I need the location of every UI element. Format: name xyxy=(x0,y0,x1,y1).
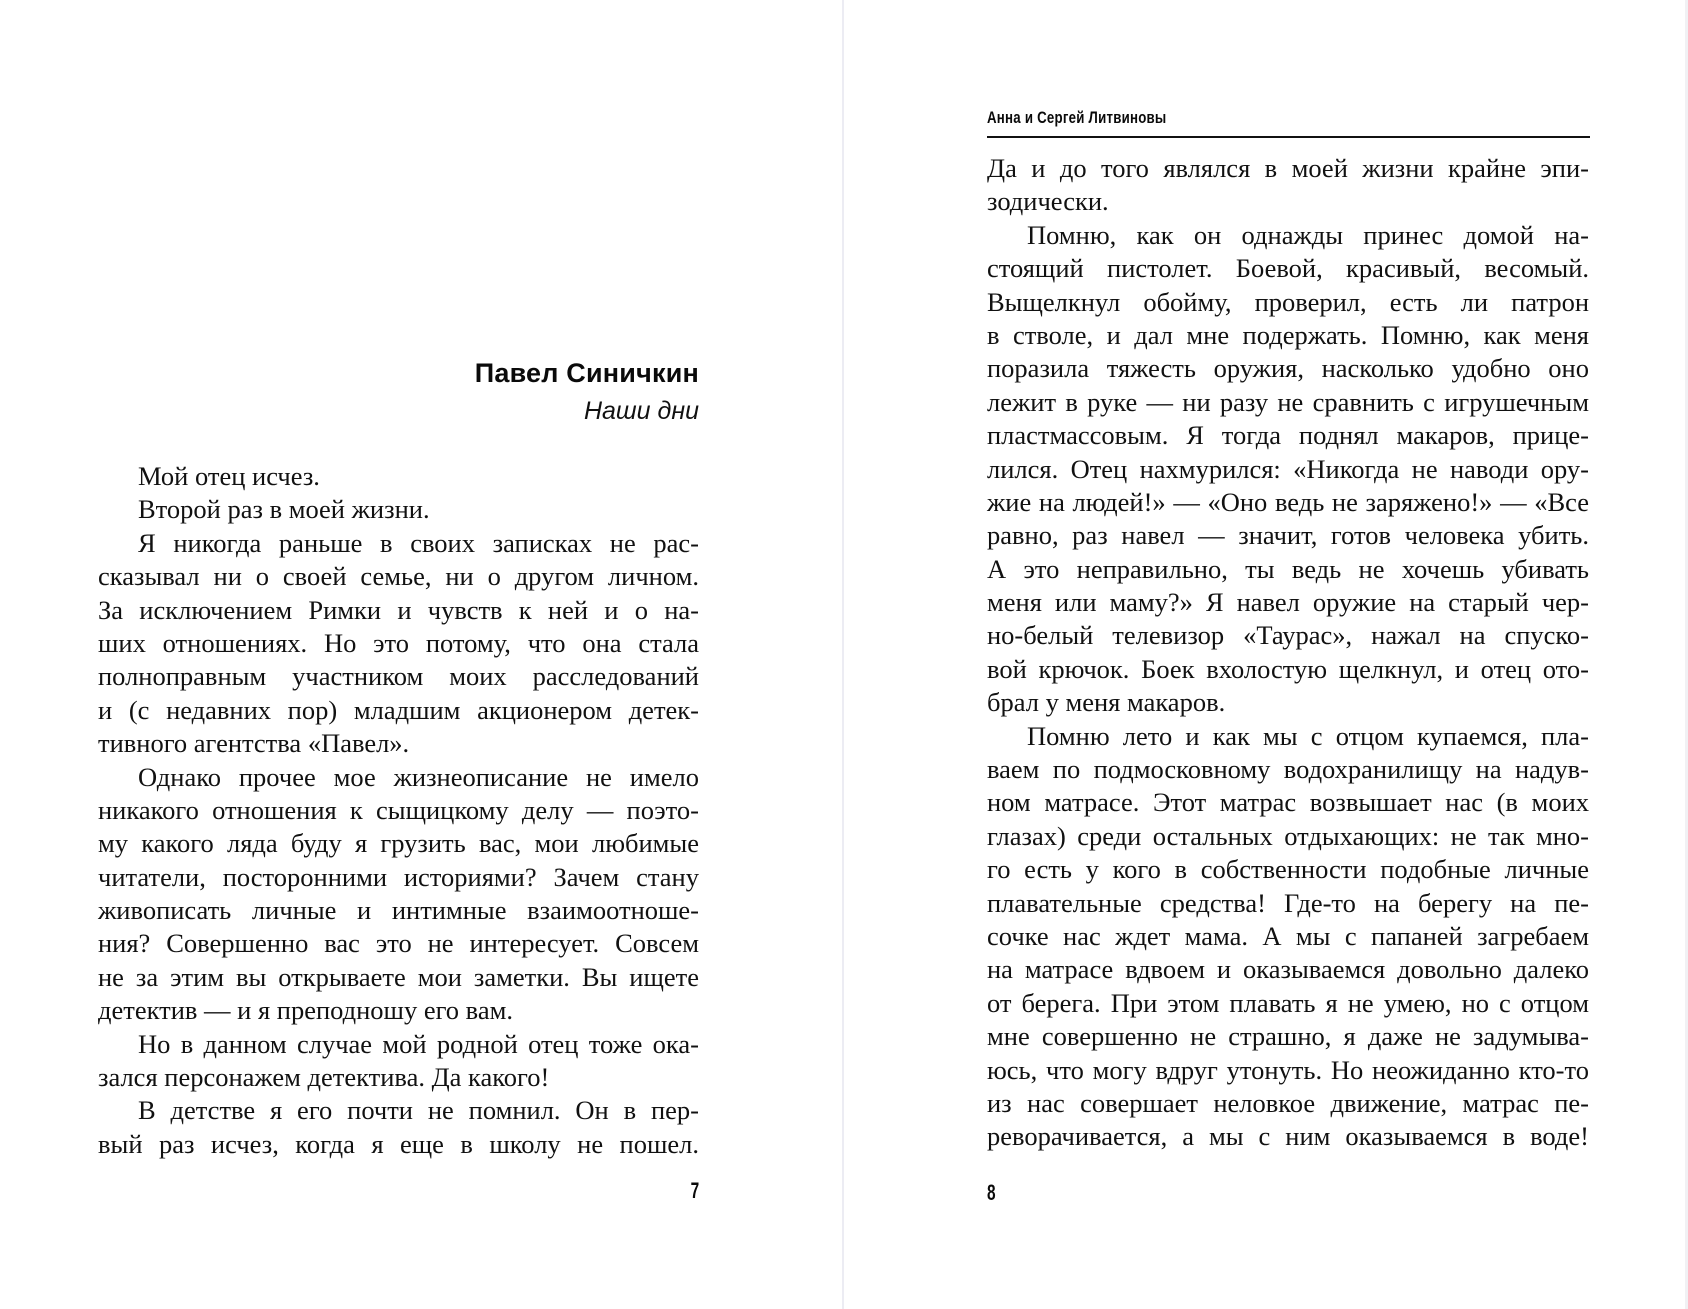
text-line: жие на людей!» — «Оно ведь не заряжено!» — «Все xyxy=(987,486,1589,517)
right-page xyxy=(844,0,1685,1309)
text-line: никакого отношения к сыщицкому делу — поэто- xyxy=(98,794,699,825)
text-line: зался персонажем детектива. Да какого! xyxy=(98,1062,550,1093)
text-line: лился. Отец нахмурился: «Никогда не наводи ору- xyxy=(987,453,1589,484)
chapter-author-heading: Павел Синичкин xyxy=(474,358,699,388)
chapter-subtitle: Наши дни xyxy=(583,397,699,425)
text-line: Мой отец исчез. xyxy=(138,461,320,491)
text-line: Выщелкнул обойму, проверил, есть ли патрон xyxy=(987,286,1589,317)
text-line: тивного агентства «Павел». xyxy=(98,728,410,759)
text-line: в стволе, и дал мне подержать. Помню, как меня xyxy=(987,319,1589,350)
text-line: За исключением Римки и чувств к ней и о на- xyxy=(98,594,699,625)
text-line: Однако прочее мое жизнеописание не имело xyxy=(138,761,699,792)
text-line: Да и до того являлся в моей жизни крайне эпи- xyxy=(987,153,1589,183)
text-line: лежит в руке — ни разу не сравнить с игрушечным xyxy=(987,386,1589,417)
text-line: поразила тяжесть оружия, насколько удобно оно xyxy=(987,353,1589,384)
left-page-body-text xyxy=(98,460,699,1161)
text-line: В детстве я его почти не помнил. Он в пер- xyxy=(138,1095,699,1126)
text-line: Помню, как он однажды принес домой на- xyxy=(1027,219,1589,250)
text-line: вый раз исчез, когда я еще в школу не пошел. xyxy=(98,1128,699,1159)
text-line: го есть у кого в собственности подобные личные xyxy=(987,854,1589,885)
text-line: из нас совершает неловкое движение, матрас пе- xyxy=(987,1087,1589,1118)
text-line: но-белый телевизор «Таурас», нажал на спуско- xyxy=(987,620,1589,651)
running-header: Анна и Сергей Литвиновы xyxy=(987,108,1167,127)
text-line: читатели, посторонними историями? Зачем стану xyxy=(98,861,699,892)
text-line: юсь, что могу вдруг утонуть. Но неожиданно кто-то xyxy=(987,1054,1589,1085)
text-line: от берега. При этом плавать я не умею, но с отцом xyxy=(987,987,1589,1018)
page-number-left: 7 xyxy=(690,1178,700,1203)
text-line: ших отношениях. Но это потому, что она стала xyxy=(98,627,699,658)
page-number-right: 8 xyxy=(987,1180,996,1205)
text-line: детектив — и я преподношу его вам. xyxy=(98,995,513,1026)
text-line: полноправным участником моих расследований xyxy=(98,661,699,692)
header-rule-divider xyxy=(987,136,1590,138)
text-line: меня или маму?» Я навел оружие на старый чер- xyxy=(987,587,1589,618)
text-line: реворачивается, а мы с ним оказываемся в воде! xyxy=(987,1121,1589,1152)
right-page-body-text xyxy=(987,152,1589,1154)
text-line: живописать личные и интимные взаимоотноше- xyxy=(98,895,699,926)
text-line: равно, раз навел — значит, готов человека убить. xyxy=(987,520,1589,551)
text-line: А это неправильно, ты ведь не хочешь убивать xyxy=(987,553,1589,584)
text-line: Я никогда раньше в своих записках не рас- xyxy=(138,527,699,558)
text-line: стоящий пистолет. Боевой, красивый, весомый. xyxy=(987,253,1589,284)
text-line: ния? Совершенно вас это не интересует. Совсем xyxy=(98,928,699,959)
text-line: ваем по подмосковному водохранилищу на надув- xyxy=(987,754,1589,785)
text-line: пластмассовым. Я тогда поднял макаров, прице- xyxy=(987,420,1589,451)
text-line: не за этим вы открываете мои заметки. Вы ищете xyxy=(98,961,699,992)
text-line: му какого ляда буду я грузить вас, мои любимые xyxy=(98,828,699,859)
text-line: Второй раз в моей жизни. xyxy=(138,494,430,525)
text-line: плавательные средства! Где-то на берегу на пе- xyxy=(987,887,1589,918)
text-line: вой крючок. Боек вхолостую щелкнул, и отец ото- xyxy=(987,653,1589,684)
text-line: брал у меня макаров. xyxy=(987,687,1226,718)
left-page xyxy=(0,0,842,1309)
text-line: сказывал ни о своей семье, ни о другом личном. xyxy=(98,561,699,592)
text-line: и (с недавних пор) младшим акционером детек- xyxy=(98,694,699,725)
text-line: Помню лето и как мы с отцом купаемся, пла- xyxy=(1027,720,1589,751)
text-line: на матрасе вдвоем и оказываемся довольно далеко xyxy=(987,954,1589,985)
text-line: сочке нас ждет мама. А мы с папаней загребаем xyxy=(987,920,1589,951)
text-line: зодически. xyxy=(987,186,1109,217)
text-line: глазах) среди остальных отдыхающих: не так мно- xyxy=(987,820,1589,851)
text-line: Но в данном случае мой родной отец тоже ока- xyxy=(138,1028,699,1059)
text-line: мне совершенно не страшно, я даже не задумыва- xyxy=(987,1021,1589,1052)
text-line: ном матрасе. Этот матрас возвышает нас (в моих xyxy=(987,787,1589,818)
